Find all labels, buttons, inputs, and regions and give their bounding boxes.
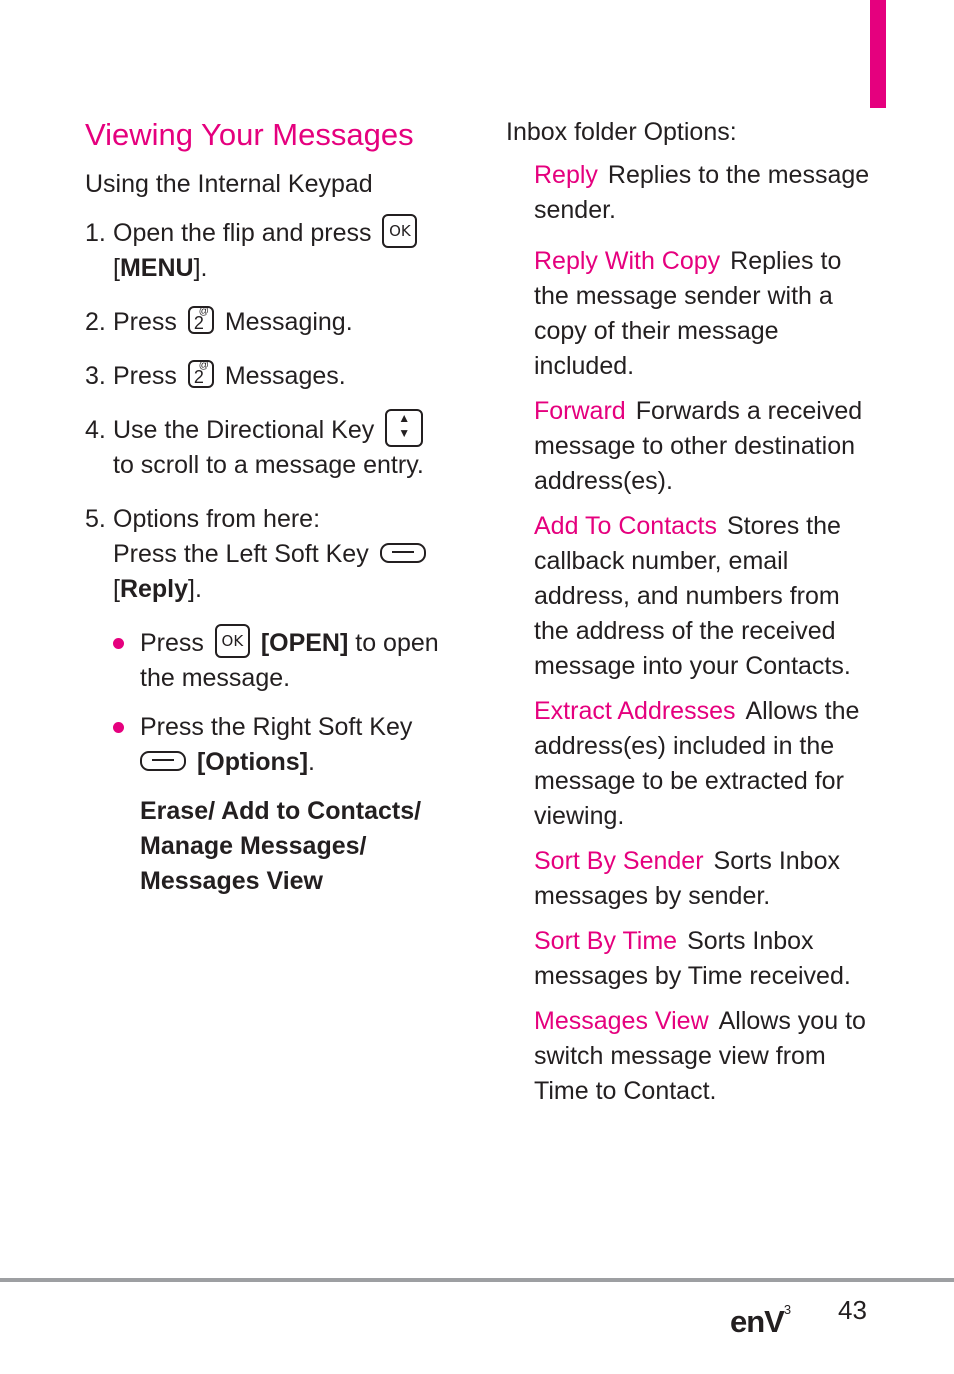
options-list — [85, 794, 455, 899]
step-text: Use the Directional Key — [113, 416, 375, 444]
arrow-up-icon: ▲ — [398, 411, 411, 426]
left-soft-key-icon — [380, 543, 426, 563]
footer-rule — [0, 1278, 954, 1282]
option-desc: Sorts Inbox messages by sender. — [534, 847, 840, 910]
arrow-down-icon: ▼ — [398, 426, 411, 441]
option-forward — [534, 394, 881, 499]
bracket-open: [ — [113, 575, 120, 603]
option-reply — [534, 158, 881, 228]
step-3 — [85, 359, 455, 394]
ok-key-icon: OK — [215, 624, 250, 658]
bracket-close: ]. — [193, 254, 208, 282]
bullet-text: Press the Right Soft Key — [140, 713, 413, 741]
step-text-after: Messages. — [224, 362, 346, 390]
key-digit: 2 — [193, 313, 204, 334]
page-title: Viewing Your Messages — [85, 117, 414, 152]
step-text: Press — [113, 308, 177, 336]
option-term: Forward — [534, 397, 626, 425]
option-desc: Stores the callback number, email address, and numbers from the address of the received message into your Contacts. — [534, 512, 851, 680]
logo-text: enV — [730, 1304, 784, 1339]
option-term: Extract Addresses — [534, 697, 736, 725]
option-term: Reply — [534, 161, 598, 189]
step-5 — [85, 502, 455, 607]
option-term: Sort By Sender — [534, 847, 704, 875]
bullet-text-after: to open the message. — [140, 629, 439, 692]
page-number: 43 — [838, 1295, 867, 1325]
option-desc: Replies to the message sender with a copy of their message included. — [534, 247, 842, 380]
inbox-options-heading: Inbox folder Options: — [506, 118, 737, 146]
key-symbol: @ — [198, 306, 209, 318]
bullet-dot — [113, 722, 124, 733]
ok-key-icon: OK — [382, 214, 417, 248]
open-label: [OPEN] — [260, 629, 349, 657]
menu-label: MENU — [119, 254, 194, 282]
option-messages-view — [534, 1004, 881, 1109]
option-desc: Forwards a received message to other destination address(es). — [534, 397, 863, 495]
option-term: Add To Contacts — [534, 512, 717, 540]
option-desc: Sorts Inbox messages by Time received. — [534, 927, 851, 990]
logo-superscript: 3 — [783, 1302, 791, 1317]
option-desc: Allows the address(es) included in the message to be extracted for viewing. — [534, 697, 860, 830]
env3-logo — [730, 1290, 790, 1342]
key-digit: 2 — [193, 367, 204, 388]
step-4 — [85, 413, 455, 483]
two-key-icon — [188, 360, 214, 388]
key-symbol: @ — [198, 360, 209, 372]
options-label: [Options] — [196, 748, 309, 776]
option-term: Messages View — [534, 1007, 709, 1035]
option-sort-by-time — [534, 924, 881, 994]
left-column — [85, 115, 455, 899]
bracket-close: ]. — [188, 575, 202, 603]
option-add-to-contacts — [534, 509, 881, 684]
two-key-icon — [188, 306, 214, 334]
bullet-dot — [113, 638, 124, 649]
directional-key-icon — [385, 409, 423, 447]
step-number: 4. — [85, 416, 106, 444]
bullet-text: Press — [140, 629, 204, 657]
step-2 — [85, 305, 455, 340]
step-text-line2: Press the Left Soft Key — [113, 540, 369, 568]
option-desc: Replies to the message sender. — [534, 161, 870, 224]
options-list-line: Manage Messages/ — [140, 832, 367, 860]
option-sort-by-sender — [534, 844, 881, 914]
step-number: 2. — [85, 308, 106, 336]
subtitle: Using the Internal Keypad — [85, 170, 373, 198]
period: . — [308, 748, 315, 776]
step-number: 1. — [85, 219, 106, 247]
options-list-line: Erase/ Add to Contacts/ — [140, 797, 422, 825]
step-number: 5. — [85, 505, 106, 533]
step-1 — [85, 216, 455, 286]
option-extract-addresses — [534, 694, 881, 834]
option-term: Sort By Time — [534, 927, 678, 955]
options-list-line: Messages View — [140, 867, 323, 895]
bracket-open: [ — [113, 254, 120, 282]
bullet-open — [85, 626, 455, 696]
option-reply-with-copy — [534, 244, 881, 384]
step-text: Options from here: — [113, 505, 321, 533]
option-desc: Allows you to switch message view from Time to Contact. — [534, 1007, 866, 1105]
step-text: Open the flip and press — [113, 219, 372, 247]
option-term: Reply With Copy — [534, 247, 721, 275]
section-tab-marker — [870, 0, 886, 108]
step-number: 3. — [85, 362, 106, 390]
step-text-after: to scroll to a message entry. — [113, 451, 424, 479]
right-soft-key-icon — [140, 751, 186, 771]
right-column — [506, 115, 881, 1119]
step-text-after: Messaging. — [224, 308, 353, 336]
bullet-options — [85, 710, 455, 780]
step-text: Press — [113, 362, 177, 390]
reply-label: Reply — [119, 575, 189, 603]
